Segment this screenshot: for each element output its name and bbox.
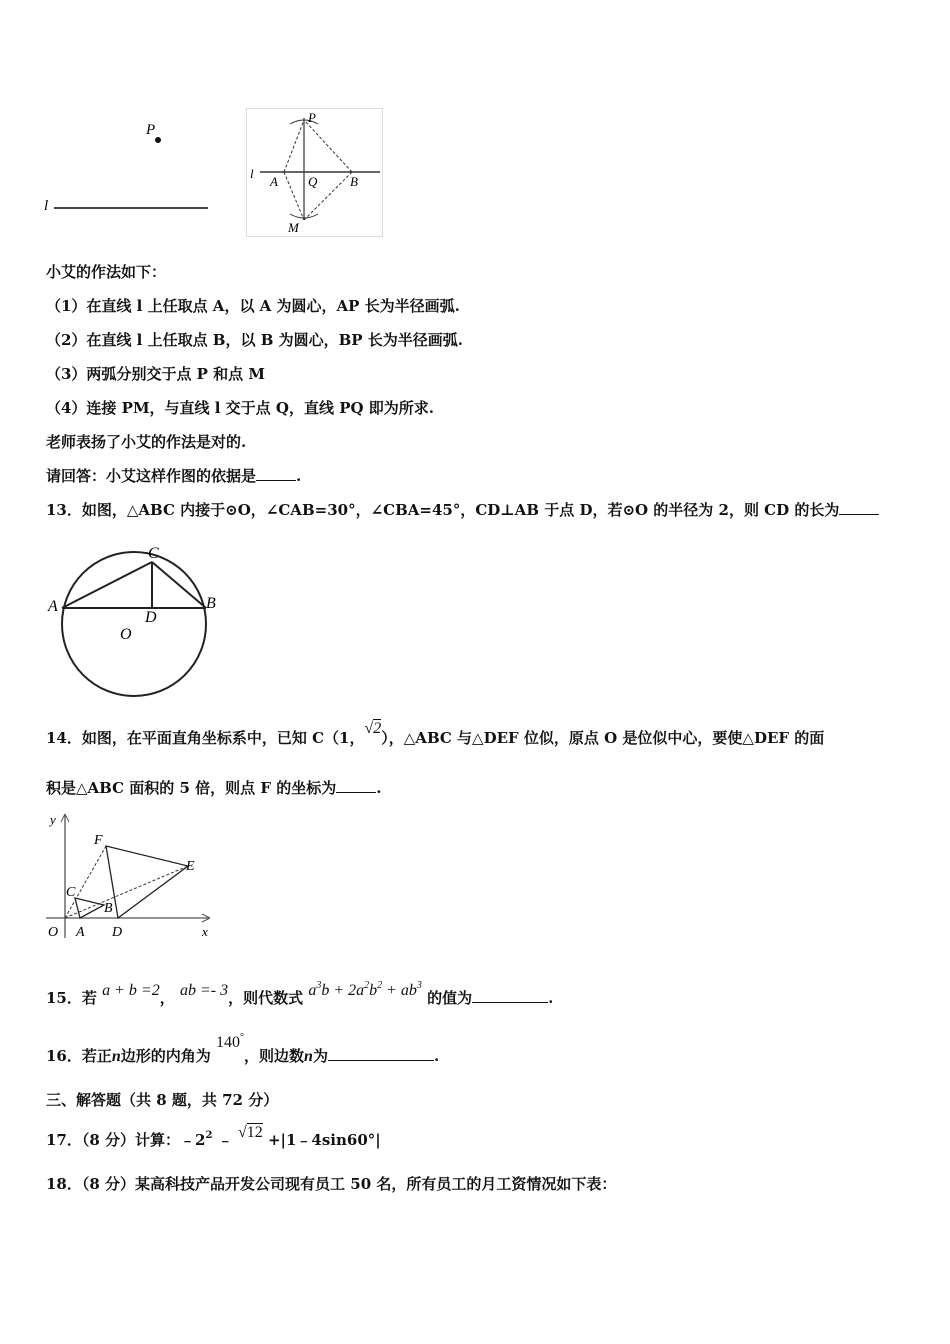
label-l: l	[44, 198, 49, 214]
q17-rest: +|1﹣4sin60°|	[267, 1131, 381, 1149]
answer-blank-12	[256, 466, 296, 481]
dashed-ap	[284, 120, 304, 172]
q15-expr-c: + ab	[382, 982, 417, 999]
q14-line-2-text: 积是△ABC 面积的 5 倍，则点 F 的坐标为	[46, 779, 337, 797]
q14-label-b: B	[104, 901, 113, 916]
construction-question-text: 请回答：小艾这样作图的依据是	[46, 467, 257, 485]
q17-sqrt-arg: 12	[246, 1124, 263, 1141]
q16-text	[46, 1032, 440, 1067]
q15-eq-1: a + b =2	[102, 982, 160, 999]
q16-n: n	[111, 1048, 121, 1065]
q13-label-a: A	[48, 598, 58, 615]
label-p-construction: P	[308, 110, 316, 125]
construction-question-end: .	[296, 467, 302, 485]
q16-mid-3: 为	[312, 1047, 328, 1065]
construction-step-4: （4）连接 PM，与直线 l 交于点 Q，直线 PQ 即为所求.	[46, 399, 434, 417]
q15-expr-b2-exp: 2	[377, 980, 383, 991]
q15-eq-2: ab =- 3	[179, 982, 229, 999]
q17-minus: ﹣	[217, 1131, 233, 1149]
construction-step-3: （3）两弧分别交于点 P 和点 M	[46, 365, 265, 383]
q15-expr-b2: b	[369, 982, 378, 999]
teacher-remark: 老师表扬了小艾的作法是对的.	[46, 433, 247, 451]
q13-label-o: O	[120, 626, 132, 643]
q17-text	[46, 1126, 381, 1151]
q15-mid: ，则代数式	[228, 989, 304, 1007]
q14-label-o: O	[48, 925, 59, 940]
q17-sqrt: √12	[237, 1124, 263, 1141]
q16-prefix: 16．若正	[46, 1047, 112, 1065]
label-a: A	[270, 174, 278, 189]
figure-q13-circle	[44, 540, 234, 700]
q14-sqrt-arg: 2	[373, 720, 382, 737]
label-q: Q	[308, 174, 318, 189]
q14-label-d: D	[112, 925, 123, 940]
q14-sqrt: √2	[364, 720, 382, 737]
section-3-heading: 三、解答题（共 8 题，共 72 分）	[46, 1091, 279, 1109]
q15-sep: ，	[159, 989, 175, 1007]
q16-degree: °	[240, 1032, 245, 1043]
q16-angle-value: 140	[216, 1034, 241, 1051]
q13-text	[46, 500, 879, 520]
q16-mid-1: 边形的内角为	[120, 1047, 211, 1065]
answer-blank-13	[839, 500, 879, 515]
q15-expr-a: a	[308, 982, 317, 999]
construction-question	[46, 466, 301, 486]
label-l-construction: l	[250, 166, 254, 181]
ray-oe	[65, 866, 188, 918]
q14-label-a: A	[76, 925, 85, 940]
answer-blank-16	[328, 1046, 434, 1061]
figure-point-and-line	[40, 112, 220, 222]
construction-intro: 小艾的作法如下：	[46, 263, 167, 281]
segment-ac	[62, 562, 152, 608]
q13-label-c: C	[148, 545, 159, 562]
q15-prefix: 15．若	[46, 989, 97, 1007]
point-p	[155, 137, 161, 143]
q14-label-f: F	[94, 833, 103, 848]
construction-step-2: （2）在直线 l 上任取点 B，以 B 为圆心，BP 长为半径画弧.	[46, 331, 464, 349]
q16-angle	[216, 1034, 244, 1051]
q14-line-2	[46, 778, 382, 798]
figure-q14-coordinate	[40, 810, 220, 945]
dashed-bp	[304, 120, 352, 172]
q16-end: .	[433, 1047, 440, 1065]
dashed-am	[284, 172, 304, 220]
q16-mid-2: ，则边数	[244, 1047, 305, 1065]
q15-expr-c-exp: 3	[416, 980, 422, 991]
q14-label-e: E	[186, 859, 195, 874]
q15-expr-2a-exp: 2	[364, 980, 370, 991]
label-m: M	[288, 220, 299, 235]
q15-expr-a-exp: 3	[316, 980, 322, 991]
q14-part-1: 14．如图，在平面直角坐标系中，已知 C（1，	[46, 729, 365, 747]
q15-text	[46, 980, 554, 1009]
q15-suffix: 的值为	[427, 989, 473, 1007]
q13-question: 13．如图，△ABC 内接于⊙O，∠CAB=30°，∠CBA=45°，CD⊥AB 于点 D，若⊙O 的半径为 2，则 CD 的长为	[46, 501, 840, 519]
q15-expression	[308, 982, 422, 999]
q14-label-y: y	[50, 812, 56, 827]
q18-text: 18．（8 分）某高科技产品开发公司现有员工 50 名，所有员工的月工资情况如下表：	[46, 1175, 617, 1193]
q13-label-b: B	[206, 595, 216, 612]
q14-part-2: ），△ABC 与△DEF 位似，原点 O 是位似中心，要使△DEF 的面	[381, 729, 825, 747]
q14-line-1	[46, 720, 825, 749]
answer-blank-14	[336, 778, 376, 793]
construction-step-1: （1）在直线 l 上任取点 A，以 A 为圆心，AP 长为半径画弧.	[46, 297, 460, 315]
q17-prefix: 17．（8 分）计算：﹣2	[46, 1131, 206, 1149]
figure-construction	[246, 108, 386, 238]
q15-end: .	[548, 989, 554, 1007]
q13-label-d: D	[145, 609, 157, 626]
q14-label-c: C	[66, 885, 76, 900]
q17-exp: 2	[205, 1130, 213, 1141]
label-p: P	[146, 122, 156, 138]
q16-n-2: n	[304, 1048, 313, 1065]
q14-label-x: x	[202, 924, 208, 939]
q14-line-2-end: .	[376, 779, 382, 797]
q15-expr-b1: b + 2a	[321, 982, 365, 999]
circle-o	[62, 552, 206, 696]
answer-blank-15	[472, 988, 548, 1003]
triangle-def	[106, 846, 188, 918]
label-b: B	[350, 174, 358, 189]
